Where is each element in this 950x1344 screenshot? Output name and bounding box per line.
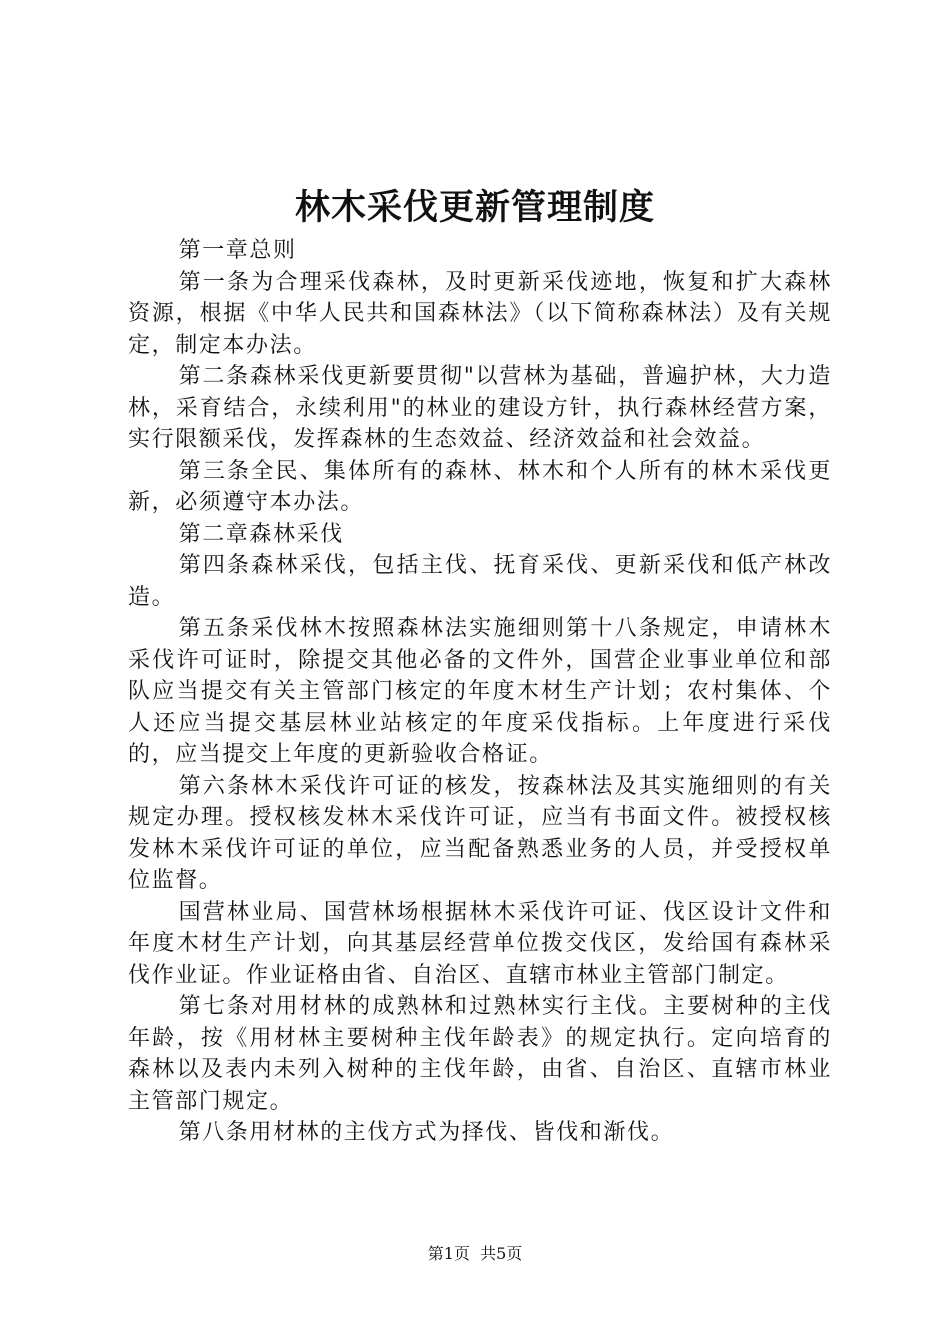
paragraph: 第二条森林采伐更新要贯彻"以营林为基础，普遍护林，大力造林，采育结合，永续利用"的林业的建设方针，执行森林经营方案，实行限额采伐，发挥森林的生态效益、经济效益和社会效益。 (128, 364, 832, 452)
paragraph: 国营林业局、国营林场根据林木采伐许可证、伐区设计文件和年度木材生产计划，向其基层经营单位拨交伐区，发给国有森林采伐作业证。作业证格由省、自治区、直辖市林业主管部门制定。 (128, 899, 832, 988)
footer-spacer (470, 1244, 480, 1263)
chapter-heading: 第二章森林采伐 (178, 521, 344, 547)
page-total: 共5页 (480, 1244, 523, 1263)
paragraph: 第一条为合理采伐森林，及时更新采伐迹地，恢复和扩大森林资源，根据《中华人民共和国森林法》（以下简称森林法）及有关规定，制定本办法。 (128, 269, 832, 358)
page-footer (0, 1243, 950, 1265)
page-number: 第1页 (427, 1244, 470, 1263)
paragraph: 第八条用材林的主伐方式为择伐、皆伐和渐伐。 (178, 1120, 675, 1145)
document-body (128, 235, 832, 1149)
paragraph: 第五条采伐林木按照森林法实施细则第十八条规定，申请林木采伐许可证时，除提交其他必备的文件外，国营企业事业单位和部队应当提交有关主管部门核定的年度木材生产计划；农村集体、个人还应当提交基层林业站核定的年度采伐指标。上年度进行采伐的，应当提交上年度的更新验收合格证。 (128, 616, 832, 767)
paragraph: 第四条森林采伐，包括主伐、抚育采伐、更新采伐和低产林改造。 (128, 553, 832, 610)
paragraph: 第六条林木采伐许可证的核发，按森林法及其实施细则的有关规定办理。授权核发林木采伐许可证，应当有书面文件。被授权核发林木采伐许可证的单位，应当配备熟悉业务的人员，并受授权单位监督。 (128, 773, 832, 893)
paragraph: 第七条对用材林的成熟林和过熟林实行主伐。主要树种的主伐年龄，按《用材林主要树种主伐年龄表》的规定执行。定向培育的森林以及表内未列入树种的主伐年龄，由省、自治区、直辖市林业主管部门规定。 (128, 994, 832, 1114)
chapter-heading: 第一章总则 (178, 238, 297, 263)
document-title: 林木采伐更新管理制度 (294, 188, 655, 228)
paragraph: 第三条全民、集体所有的森林、林木和个人所有的林木采伐更新，必须遵守本办法。 (128, 458, 832, 515)
